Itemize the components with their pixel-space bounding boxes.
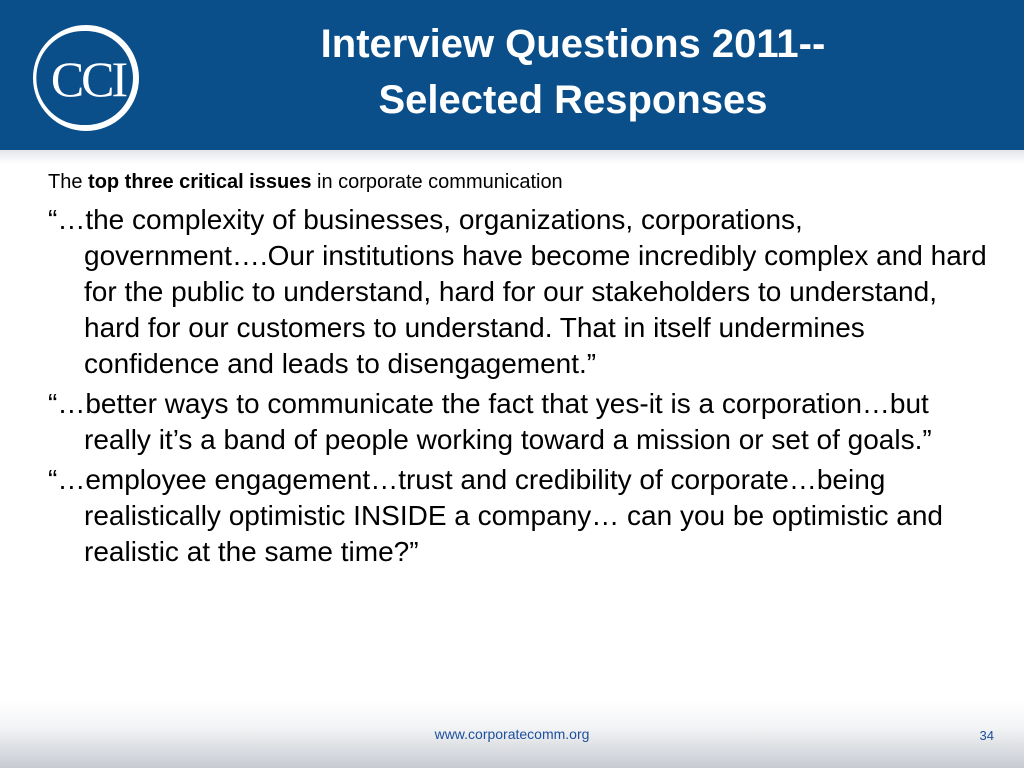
content-body [48,168,988,574]
cci-logo [30,22,150,134]
header-bar [0,0,1024,150]
page-number: 34 [979,728,994,743]
logo-text: CCI [50,51,126,107]
quote-item: “…employee engagement…trust and credibility of corporate…being realistically optimistic INSIDE a company… can you be optimistic and realistic at the same time?” [48,464,944,567]
intro-line [48,168,988,196]
intro-suffix: in corporate communication [311,171,563,193]
title-line-1: Interview Questions 2011-- [320,22,826,66]
title-line-2: Selected Responses [378,78,768,122]
header-shadow [0,150,1024,164]
intro-emphasis: top three critical issues [88,171,312,193]
quote-item: “…the complexity of businesses, organizations, corporations, government….Our institutions have become incredibly complex and hard for the public to understand, hard for our stakeholders to understand, hard for our customers to understand. That in itself undermines confidence and leads to disengagement.” [48,204,987,379]
quote-item: “…better ways to communicate the fact that yes-it is a corporation…but really it’s a band of people working toward a mission or set of goals.” [48,388,932,455]
footer-url-link[interactable]: www.corporatecomm.org [434,726,590,742]
slide-title [180,16,966,128]
intro-prefix: The [48,171,89,193]
